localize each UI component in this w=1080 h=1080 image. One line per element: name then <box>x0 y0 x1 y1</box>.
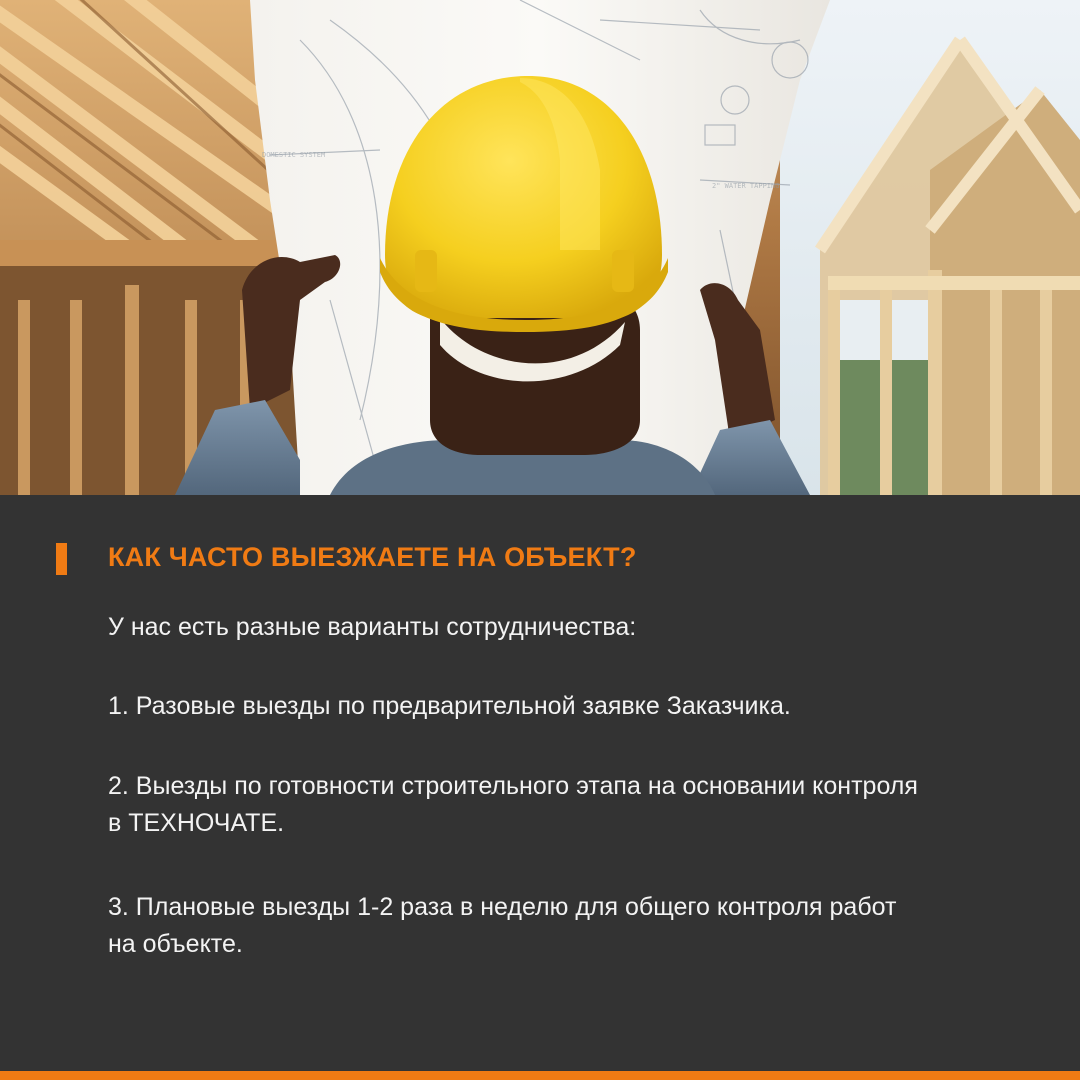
faq-option-2-line-1: 2. Выезды по готовности строительного этапа на основании контроля <box>108 772 918 800</box>
faq-option-1 <box>108 688 988 725</box>
faq-option-3-line-1: 3. Плановые выезды 1-2 раза в неделю для общего контроля работ <box>108 893 897 921</box>
bottom-accent-stripe <box>0 1071 1080 1080</box>
svg-text:2" WATER TAPPING: 2" WATER TAPPING <box>712 182 780 190</box>
construction-scene-illustration <box>0 0 1080 495</box>
faq-option-2 <box>108 768 988 842</box>
svg-text:DOMESTIC SYSTEM: DOMESTIC SYSTEM <box>262 151 326 159</box>
faq-option-3 <box>108 889 988 963</box>
faq-option-2-line-2: в ТЕХНОЧАТЕ. <box>108 809 285 837</box>
faq-option-3-line-2: на объекте. <box>108 930 243 958</box>
faq-question-heading: КАК ЧАСТО ВЫЕЗЖАЕТЕ НА ОБЪЕКТ? <box>108 542 637 572</box>
hero-photo <box>0 0 1080 495</box>
heading-accent-bar <box>56 543 67 575</box>
faq-intro-text: У нас есть разные варианты сотрудничества: <box>108 613 637 641</box>
faq-option-1-line-1: 1. Разовые выезды по предварительной заявке Заказчика. <box>108 692 791 720</box>
